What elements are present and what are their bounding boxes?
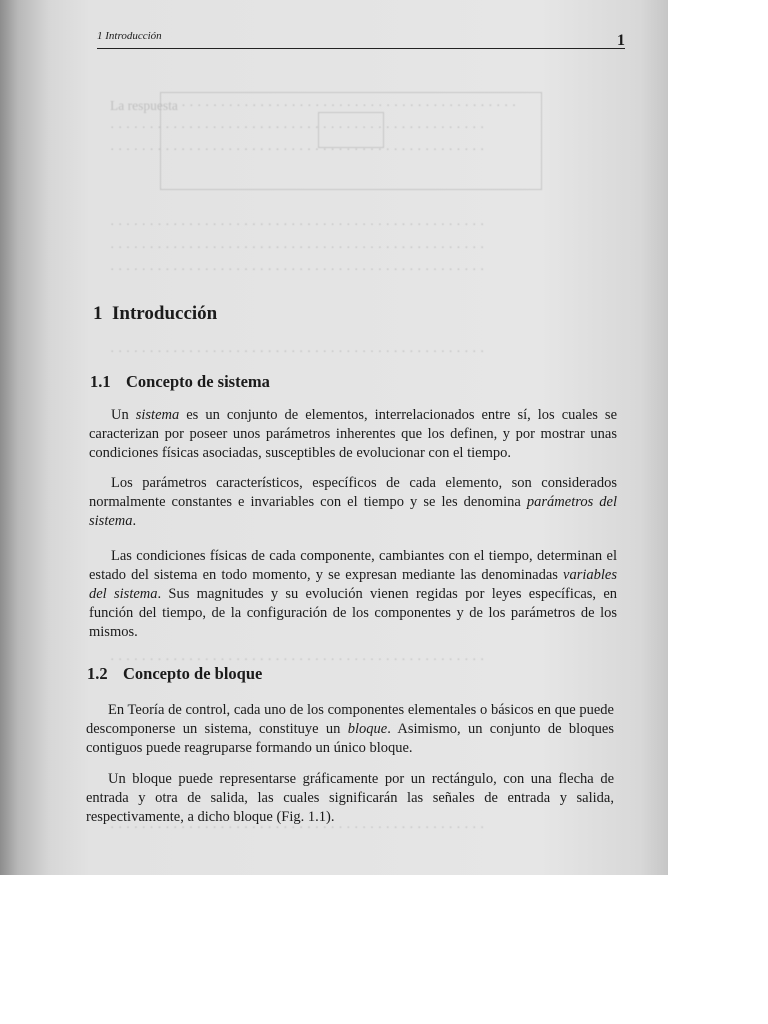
section-number: 1.2 <box>87 664 108 683</box>
running-title: 1 Introducción <box>97 30 162 42</box>
section-number: 1.1 <box>90 372 111 391</box>
section-title: Concepto de sistema <box>126 372 270 391</box>
chapter-title: Introducción <box>112 303 218 324</box>
show-through-text: La respuesta · · · · · · · · · · · · · · · · · · · · · · · · · · · · · · · · · · · · · · · · · · · <box>110 98 517 113</box>
show-through-text: · · · · · · · · · · · · · · · · · · · · · · · · · · · · · · · · · · · · · · · · · · · · · · · · <box>110 344 485 359</box>
paragraph: Las condiciones físicas de cada componente, cambiantes con el tiempo, determinan el estado del sistema en todo momento, y se expresan mediante las denominadas variables del sistema. Sus magnitudes y su evolución vienen regidas por leyes específicas, en función del tiempo, de la configuración de los componentes y de los parámetros de los mismos. <box>89 548 618 640</box>
show-through-text: · · · · · · · · · · · · · · · · · · · · · · · · · · · · · · · · · · · · · · · · · · · · · · · · <box>110 262 485 277</box>
paragraph: En Teoría de control, cada uno de los componentes elementales o básicos en que puede descomponerse un sistema, constituye un bloque. Asimismo, un conjunto de bloques contiguos puede reagruparse formando un único bloque. <box>86 702 614 756</box>
chapter-heading <box>93 303 217 325</box>
paragraph: Los parámetros característicos, específicos de cada elemento, son considerados normalmente constantes e invariables con el tiempo y se les denomina parámetros del sistema. <box>89 475 617 529</box>
show-through-text: · · · · · · · · · · · · · · · · · · · · · · · · · · · · · · · · · · · · · · · · · · · · · · · · <box>110 217 485 232</box>
section-title: Concepto de bloque <box>123 664 263 683</box>
show-through-text: · · · · · · · · · · · · · · · · · · · · · · · · · · · · · · · · · · · · · · · · · · · · · · · · <box>110 142 485 157</box>
show-through-text: · · · · · · · · · · · · · · · · · · · · · · · · · · · · · · · · · · · · · · · · · · · · · · · · <box>110 652 485 667</box>
section-heading-1-2 <box>87 664 262 684</box>
paragraph: Un sistema es un conjunto de elementos, interrelacionados entre sí, los cuales se caracterizan por poseer unos parámetros inherentes que los definen, y por mostrar unas condiciones físicas asociadas, susceptibles de evolucionar con el tiempo. <box>89 407 617 461</box>
page-number: 1 <box>617 32 625 49</box>
section-heading-1-1 <box>90 372 270 392</box>
chapter-number: 1 <box>93 303 103 324</box>
show-through-text: · · · · · · · · · · · · · · · · · · · · · · · · · · · · · · · · · · · · · · · · · · · · · · · · <box>110 120 485 135</box>
show-through-text: · · · · · · · · · · · · · · · · · · · · · · · · · · · · · · · · · · · · · · · · · · · · · · · · <box>110 820 485 835</box>
show-through-text: · · · · · · · · · · · · · · · · · · · · · · · · · · · · · · · · · · · · · · · · · · · · · · · · <box>110 240 485 255</box>
paragraph: Un bloque puede representarse gráficamente por un rectángulo, con una flecha de entrada y otra de salida, las cuales significarán las señales de entrada y salida, respectivamente, a dicho bloque (Fig. 1.1). <box>86 771 614 825</box>
running-header <box>97 30 625 49</box>
